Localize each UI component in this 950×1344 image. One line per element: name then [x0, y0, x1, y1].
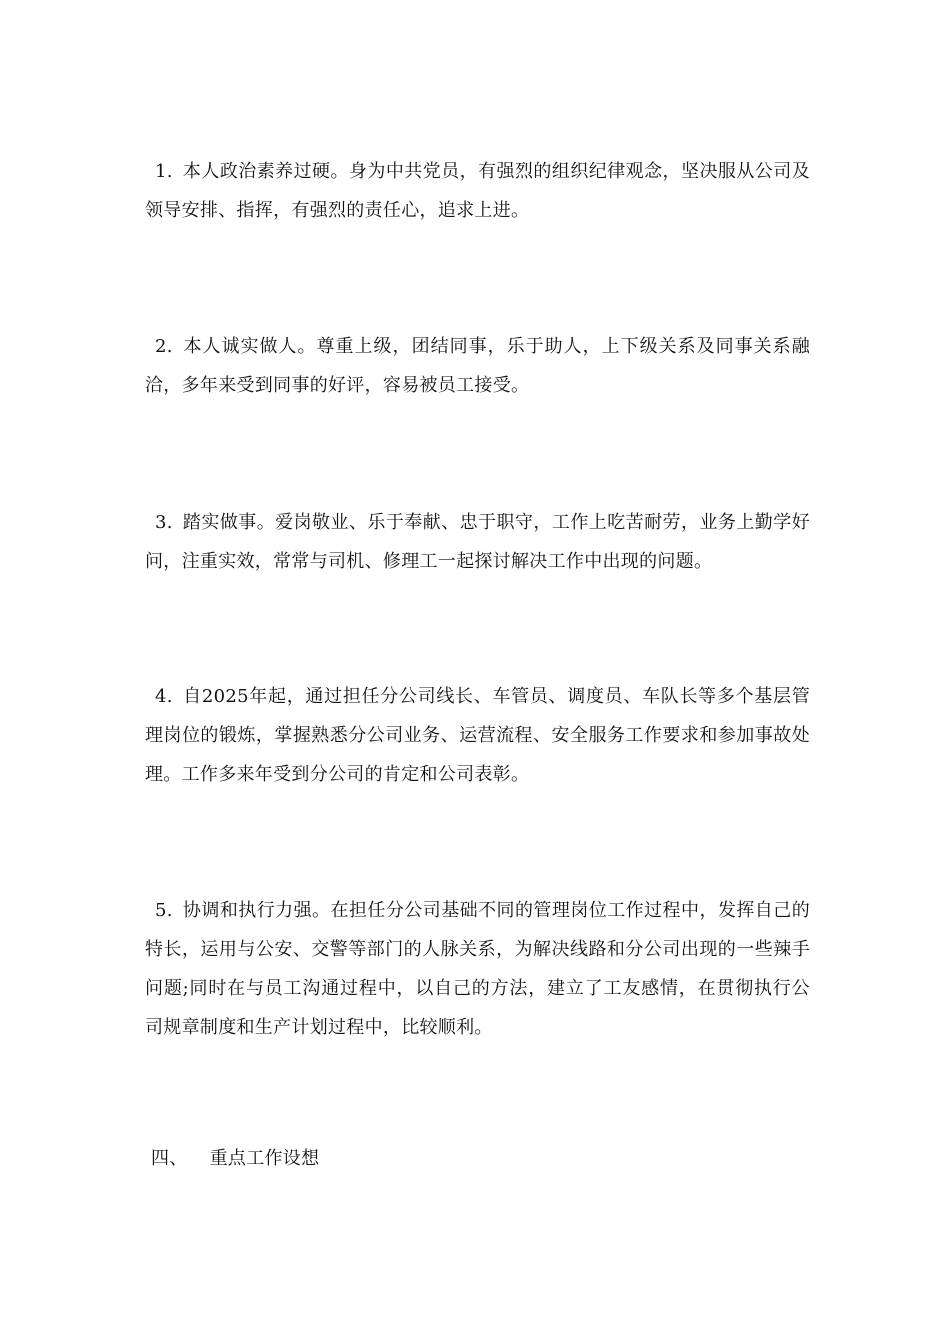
paragraph-number: 4. [155, 686, 173, 707]
paragraph-text: 协调和执行力强。在担任分公司基础不同的管理岗位工作过程中，发挥自己的特长，运用与公安、交警等部门的人脉关系，为解决线路和分公司出现的一些辣手问题;同时在与员工沟通过程中，以自己的方法，建立了工友感情，在贯彻执行公司规章制度和生产计划过程中，比较顺利。 [145, 900, 810, 1038]
paragraph-number: 5. [155, 900, 173, 921]
paragraph-number: 3. [155, 512, 173, 533]
paragraph-number: 2. [155, 336, 173, 357]
paragraph-5 [145, 891, 810, 1047]
paragraph-1 [145, 152, 810, 230]
section-heading [151, 1144, 319, 1174]
paragraph-text: 本人诚实做人。尊重上级，团结同事，乐于助人，上下级关系及同事关系融洽，多年来受到同事的好评，容易被员工接受。 [145, 336, 810, 396]
paragraph-number: 1. [155, 161, 173, 182]
section-number: 四、 [151, 1148, 188, 1169]
paragraph-text: 本人政治素养过硬。身为中共党员，有强烈的组织纪律观念，坚决服从公司及领导安排、指挥，有强烈的责任心，追求上进。 [145, 161, 810, 221]
paragraph-2 [145, 327, 810, 405]
paragraph-text: 自2025年起，通过担任分公司线长、车管员、调度员、车队长等多个基层管理岗位的锻炼，掌握熟悉分公司业务、运营流程、安全服务工作要求和参加事故处理。工作多来年受到分公司的肯定和公司表彰。 [145, 686, 810, 785]
section-title: 重点工作设想 [209, 1148, 320, 1169]
paragraph-4 [145, 677, 810, 794]
paragraph-3 [145, 503, 810, 581]
paragraph-text: 踏实做事。爱岗敬业、乐于奉献、忠于职守，工作上吃苦耐劳，业务上勤学好问，注重实效，常常与司机、修理工一起探讨解决工作中出现的问题。 [145, 512, 810, 572]
